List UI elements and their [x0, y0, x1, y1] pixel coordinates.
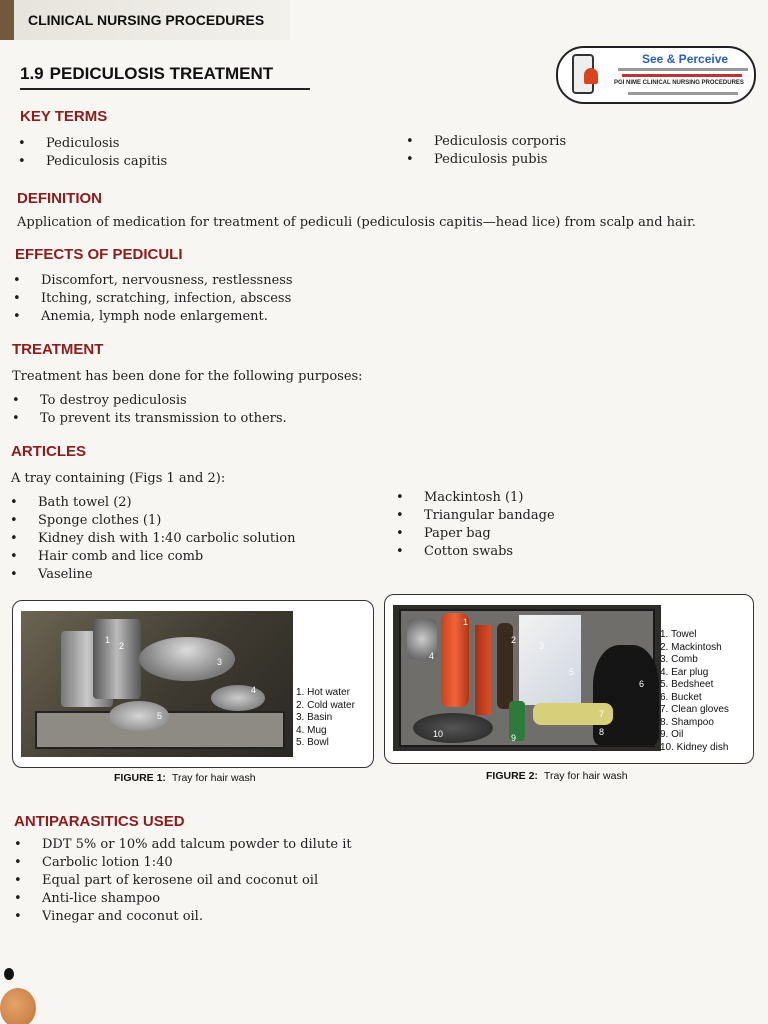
key-terms-list-left — [18, 135, 167, 171]
articles-heading: ARTICLES — [11, 443, 86, 460]
legend-item: 4. Mug — [296, 724, 327, 736]
figure-2-caption-text: Tray for hair wash — [543, 770, 628, 782]
antiparasitics-heading: ANTIPARASITICS USED — [14, 813, 185, 830]
chapter-number: 1.9 — [20, 64, 44, 83]
list-item: • Itching, scratching, infection, abscess — [13, 290, 293, 308]
figure-marker: 6 — [639, 679, 645, 689]
legend-item: 10. Kidney dish — [660, 741, 729, 753]
legend-item: 9. Oil — [660, 729, 684, 740]
jug-shape — [93, 619, 141, 699]
list-item: • To destroy pediculosis — [12, 392, 287, 410]
towel-shape — [441, 613, 469, 707]
list-item: • Mackintosh (1) — [396, 489, 555, 507]
figure-marker: 5 — [157, 711, 163, 721]
figure-marker: 7 — [599, 709, 605, 719]
list-item: • Anti-lice shampoo — [14, 890, 352, 908]
figure-1-box — [12, 600, 374, 768]
presenter-icon — [584, 68, 598, 84]
figure-marker: 1 — [463, 617, 469, 627]
effects-list — [13, 272, 293, 326]
list-item: • To prevent its transmission to others. — [12, 410, 287, 428]
title-underline — [20, 88, 310, 90]
kidney-dish-shape — [413, 713, 493, 743]
legend-item: 1. Towel — [660, 629, 697, 640]
figure-marker: 4 — [251, 685, 257, 695]
figure-marker: 5 — [569, 667, 575, 677]
list-item: • Anemia, lymph node enlargement. — [13, 308, 293, 326]
chapter-title-text: PEDICULOSIS TREATMENT — [49, 64, 274, 83]
antiparasitics-list — [14, 836, 352, 926]
figure-1-label: FIGURE 1: — [114, 772, 166, 784]
running-head-text: CLINICAL NURSING PROCEDURES — [28, 12, 265, 28]
book-spine-edge — [0, 0, 14, 40]
promo-fine-print — [628, 92, 738, 95]
figure-2-caption — [486, 770, 628, 782]
legend-item: 5. Bedsheet — [660, 679, 714, 690]
figure-marker: 2 — [511, 635, 517, 645]
legend-item: 2. Mackintosh — [660, 641, 722, 653]
running-head — [0, 0, 290, 40]
list-item: • Pediculosis capitis — [18, 153, 167, 171]
figure-2-photo — [393, 605, 661, 751]
list-item: • Carbolic lotion 1:40 — [14, 854, 352, 872]
chapter-title — [20, 64, 273, 84]
key-terms-heading: KEY TERMS — [20, 108, 108, 125]
list-item: • Paper bag — [396, 525, 555, 543]
figure-marker: 10 — [433, 729, 444, 739]
figure-marker: 9 — [511, 733, 517, 743]
promo-brand: PGI NIME CLINICAL NURSING PROCEDURES — [614, 80, 744, 86]
legend-item: 7. Clean gloves — [660, 704, 729, 715]
figure-2-legend — [660, 629, 729, 754]
legend-item: 4. Ear plug — [660, 666, 709, 678]
bedsheet-shape — [519, 615, 581, 705]
articles-intro: A tray containing (Figs 1 and 2): — [11, 471, 226, 486]
list-item: • Triangular bandage — [396, 507, 555, 525]
mackintosh-shape — [475, 625, 491, 715]
list-item: • DDT 5% or 10% add talcum powder to dilute it — [14, 836, 352, 854]
figure-marker: 2 — [119, 641, 125, 651]
list-item: • Equal part of kerosene oil and coconut oil — [14, 872, 352, 890]
list-item: • Pediculosis pubis — [406, 151, 566, 169]
figure-marker: 3 — [539, 641, 545, 651]
figure-marker: 3 — [217, 657, 223, 667]
figure-2-box — [384, 594, 754, 764]
list-item: • Vaseline — [10, 566, 295, 584]
key-terms-list-right — [406, 133, 566, 169]
thumb-in-frame — [0, 988, 36, 1024]
treatment-list — [12, 392, 287, 428]
figure-1-caption-text: Tray for hair wash — [171, 772, 256, 784]
figure-marker: 8 — [599, 727, 605, 737]
list-item: • Kidney dish with 1:40 carbolic solution — [10, 530, 295, 548]
figure-2-label: FIGURE 2: — [486, 770, 538, 782]
treatment-heading: TREATMENT — [12, 341, 104, 358]
figure-1-legend — [296, 687, 355, 750]
legend-item: 3. Basin — [296, 712, 333, 723]
legend-item: 6. Bucket — [660, 691, 702, 703]
promo-title: See & Perceive — [642, 52, 729, 66]
page-mark — [4, 968, 14, 980]
list-item: • Vinegar and coconut oil. — [14, 908, 352, 926]
effects-heading: EFFECTS OF PEDICULI — [15, 246, 183, 263]
promo-fine-print — [622, 74, 742, 77]
list-item: • Discomfort, nervousness, restlessness — [13, 272, 293, 290]
figure-1-photo — [21, 611, 293, 757]
list-item: • Bath towel (2) — [10, 494, 295, 512]
figure-marker: 4 — [429, 651, 435, 661]
legend-item: 8. Shampoo — [660, 716, 714, 728]
list-item: • Hair comb and lice comb — [10, 548, 295, 566]
definition-text: Application of medication for treatment of pediculi (pediculosis capitis—head lice) from scalp and hair. — [17, 215, 696, 230]
list-item: • Pediculosis corporis — [406, 133, 566, 151]
legend-item: 3. Comb — [660, 654, 698, 665]
definition-heading: DEFINITION — [17, 190, 102, 207]
legend-item: 1. Hot water — [296, 687, 350, 698]
articles-list-right — [396, 489, 555, 561]
figure-marker: 1 — [105, 635, 111, 645]
list-item: • Sponge clothes (1) — [10, 512, 295, 530]
see-perceive-badge — [556, 46, 756, 104]
list-item: • Cotton swabs — [396, 543, 555, 561]
legend-item: 2. Cold water — [296, 699, 355, 711]
promo-fine-print — [618, 68, 748, 71]
list-item: • Pediculosis — [18, 135, 167, 153]
articles-list-left — [10, 494, 295, 584]
treatment-intro: Treatment has been done for the following purposes: — [12, 369, 363, 384]
legend-item: 5. Bowl — [296, 737, 329, 748]
mug-shape — [211, 685, 265, 711]
figure-1-caption — [114, 772, 256, 784]
